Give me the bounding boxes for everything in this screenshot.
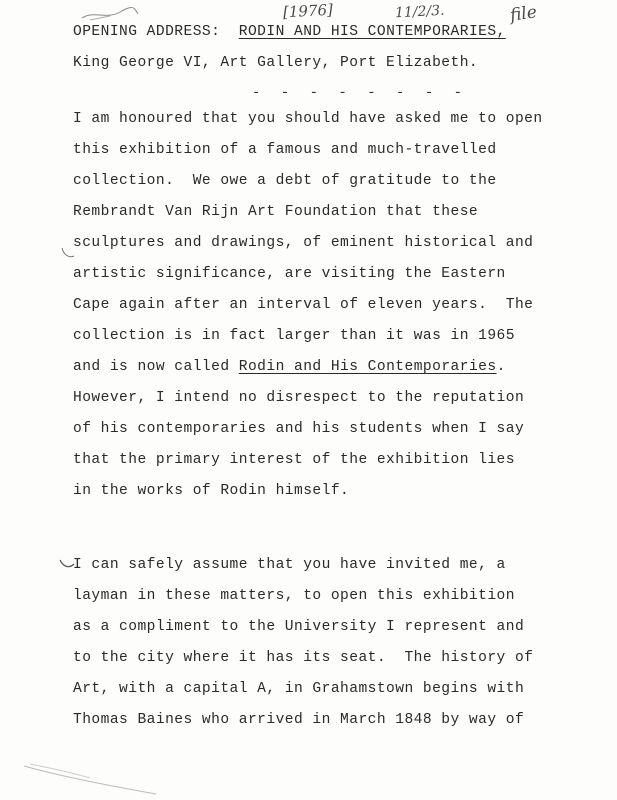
p1-line-1: I am honoured that you should have asked me to open <box>73 111 543 127</box>
p1-line-9-prefix: and is now called <box>73 359 239 375</box>
p1-line-11: of his contemporaries and his students when I say <box>73 421 525 437</box>
p1-line-9 <box>73 358 506 376</box>
p1-line-5: sculptures and drawings, of eminent historical and <box>73 235 534 251</box>
heading-prefix: OPENING ADDRESS: <box>73 24 239 40</box>
heading-line <box>73 23 506 41</box>
p1-line-6: artistic significance, are visiting the Eastern <box>73 266 506 282</box>
p1-line-13: in the works of Rodin himself. <box>73 483 350 499</box>
p1-line-9-suffix: . <box>496 359 506 375</box>
exhibition-title: Rodin and His Contemporaries <box>238 359 497 375</box>
venue-line: King George VI, Art Gallery, Port Elizabeth. <box>73 55 479 71</box>
annotation-year: [1976] <box>282 0 334 22</box>
heading-title: RODIN AND HIS CONTEMPORARIES, <box>238 24 506 40</box>
p1-line-8: collection is in fact larger than it was in 1965 <box>73 328 515 344</box>
p2-line-4: to the city where it has its seat. The history of <box>73 650 534 666</box>
p1-line-4: Rembrandt Van Rijn Art Foundation that these <box>73 204 479 220</box>
p1-line-10: However, I intend no disrespect to the reputation <box>73 390 525 406</box>
p1-line-3: collection. We owe a debt of gratitude to the <box>73 173 497 189</box>
scan-streak <box>20 758 160 798</box>
p1-line-7: Cape again after an interval of eleven years. The <box>73 297 534 313</box>
p2-line-3: as a compliment to the University I represent and <box>73 619 525 635</box>
p1-line-12: that the primary interest of the exhibition lies <box>73 452 515 468</box>
margin-mark-1 <box>60 246 76 260</box>
p2-line-1: I can safely assume that you have invited me, a <box>73 557 506 573</box>
separator-dashes: - - - - - - - - <box>252 85 469 101</box>
p2-line-2: layman in these matters, to open this exhibition <box>73 588 515 604</box>
p2-line-5: Art, with a capital A, in Grahamstown begins with <box>73 681 525 697</box>
scribble-mark <box>80 2 140 24</box>
annotation-ref: 11/2/3. <box>394 2 445 22</box>
p1-line-2: this exhibition of a famous and much-travelled <box>73 142 497 158</box>
annotation-file: file <box>508 2 539 26</box>
p2-line-6: Thomas Baines who arrived in March 1848 by way of <box>73 712 525 728</box>
